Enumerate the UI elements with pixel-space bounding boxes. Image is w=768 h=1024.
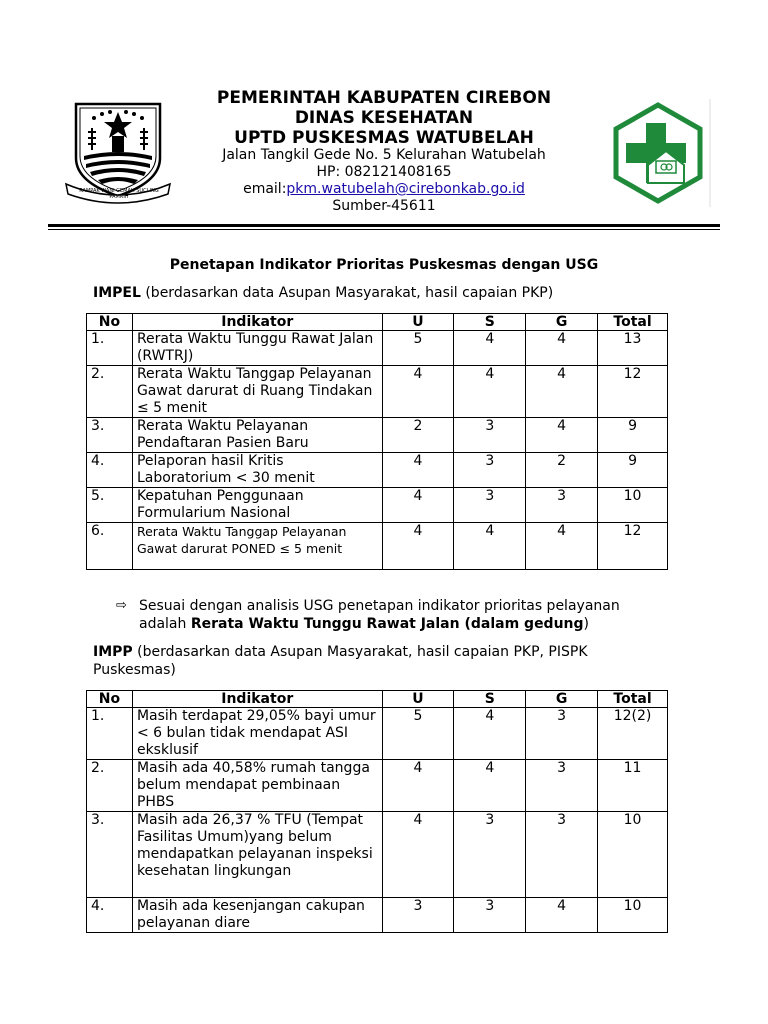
cell-total: 9 (598, 453, 668, 488)
cell-total: 10 (598, 812, 668, 898)
cell-s: 3 (454, 418, 526, 453)
cell-s: 4 (454, 760, 526, 812)
cell-s: 4 (454, 523, 526, 570)
cell-indikator: Masih ada 40,58% rumah tangga belum mendapat pembinaan PHBS (132, 760, 382, 812)
cell-indikator: Kepatuhan Penggunaan Formularium Nasional (132, 488, 382, 523)
table-row (87, 418, 668, 453)
cell-u: 4 (382, 453, 454, 488)
header-line1: PEMERINTAH KABUPATEN CIREBON (216, 88, 552, 108)
cell-indikator: Masih terdapat 29,05% bayi umur < 6 bulan tidak mendapat ASI eksklusif (132, 708, 382, 760)
impel-label: IMPEL (93, 285, 141, 301)
cell-no: 1. (87, 331, 133, 366)
header-address: Jalan Tangkil Gede No. 5 Kelurahan Watubelah (222, 147, 546, 163)
cell-g: 4 (526, 366, 598, 418)
cell-s: 3 (454, 812, 526, 898)
conclusion-suffix: ) (583, 616, 590, 632)
table-header-row (87, 314, 668, 331)
cell-u: 4 (382, 812, 454, 898)
table-row (87, 366, 668, 418)
cell-u: 4 (382, 523, 454, 570)
impp-description-cont: Puskesmas) (93, 662, 176, 678)
header-line3: UPTD PUSKESMAS WATUBELAH (234, 128, 534, 148)
cell-no: 2. (87, 366, 133, 418)
cell-no: 2. (87, 760, 133, 812)
conclusion-priority: Rerata Waktu Tunggu Rawat Jalan (dalam gedung (190, 616, 584, 632)
impel-heading (93, 285, 553, 302)
col-header-total: Total (598, 314, 668, 331)
cell-total: 12 (598, 366, 668, 418)
impp-label: IMPP (93, 644, 133, 660)
cell-no: 3. (87, 812, 133, 898)
cell-g: 2 (526, 453, 598, 488)
cell-s: 3 (454, 453, 526, 488)
cell-total: 12 (598, 523, 668, 570)
cell-u: 2 (382, 418, 454, 453)
cell-g: 3 (526, 760, 598, 812)
table-row (87, 812, 668, 898)
cell-total: 10 (598, 898, 668, 933)
header-line2: DINAS KESEHATAN (294, 108, 474, 128)
cell-g: 4 (526, 331, 598, 366)
cell-indikator: Masih ada 26,37 % TFU (Tempat Fasilitas Umum)yang belum mendapatkan pelayanan inspeksi kesehatan lingkungan (132, 812, 382, 898)
header-email-line (150, 181, 618, 198)
cell-indikator: Masih ada kesenjangan cakupan pelayanan diare (132, 898, 382, 933)
table-header-row (87, 691, 668, 708)
cell-g: 3 (526, 708, 598, 760)
cell-indikator: Rerata Waktu Tanggap Pelayanan Gawat darurat PONED ≤ 5 menit (132, 523, 382, 570)
cell-g: 3 (526, 488, 598, 523)
col-header-g: G (526, 314, 598, 331)
table-row (87, 523, 668, 570)
cell-no: 3. (87, 418, 133, 453)
cell-u: 4 (382, 760, 454, 812)
cell-no: 5. (87, 488, 133, 523)
impel-table (86, 313, 668, 570)
conclusion-line1: Sesuai dengan analisis USG penetapan indikator prioritas pelayanan (139, 598, 620, 614)
impp-table (86, 690, 668, 933)
table-row (87, 331, 668, 366)
table-row (87, 488, 668, 523)
col-header-no: No (87, 314, 133, 331)
arrow-bullet-icon: ⇨ (116, 598, 127, 613)
cell-no: 6. (87, 523, 133, 570)
cell-total: 11 (598, 760, 668, 812)
cell-u: 5 (382, 331, 454, 366)
conclusion-line2 (139, 616, 589, 633)
cell-indikator: Rerata Waktu Tunggu Rawat Jalan (RWTRJ) (132, 331, 382, 366)
header-postal: Sumber-45611 (332, 198, 436, 214)
cell-total: 13 (598, 331, 668, 366)
table-row (87, 453, 668, 488)
header-divider-thin (48, 229, 720, 230)
conclusion-prefix: adalah (139, 616, 191, 632)
puskesmas-logo (604, 99, 712, 207)
cell-s: 4 (454, 331, 526, 366)
cell-total: 10 (598, 488, 668, 523)
col-header-u: U (382, 314, 454, 331)
cell-s: 3 (454, 898, 526, 933)
cell-g: 3 (526, 812, 598, 898)
col-header-indikator: Indikator (132, 691, 382, 708)
table-row (87, 708, 668, 760)
header-phone: HP: 082121408165 (316, 164, 452, 180)
cell-u: 5 (382, 708, 454, 760)
cell-s: 4 (454, 366, 526, 418)
logo-banner-text: RAMPAK WANI GEMAH SUCI ING PAMRIH (79, 188, 159, 200)
cell-no: 1. (87, 708, 133, 760)
impp-heading (93, 644, 588, 661)
col-header-no: No (87, 691, 133, 708)
col-header-s: S (454, 691, 526, 708)
impel-description: (berdasarkan data Asupan Masyarakat, hasil capaian PKP) (140, 285, 554, 301)
cell-total: 12(2) (598, 708, 668, 760)
cell-total: 9 (598, 418, 668, 453)
cell-u: 3 (382, 898, 454, 933)
impp-description: (berdasarkan data Asupan Masyarakat, hasil capaian PKP, PISPK (132, 644, 588, 660)
email-link[interactable]: pkm.watubelah@cirebonkab.go.id (286, 181, 525, 197)
cell-s: 4 (454, 708, 526, 760)
header-divider-thick (48, 224, 720, 227)
col-header-g: G (526, 691, 598, 708)
cell-indikator: Rerata Waktu Tanggap Pelayanan Gawat darurat di Ruang Tindakan ≤ 5 menit (132, 366, 382, 418)
cell-no: 4. (87, 898, 133, 933)
col-header-total: Total (598, 691, 668, 708)
cell-u: 4 (382, 366, 454, 418)
col-header-indikator: Indikator (132, 314, 382, 331)
cell-g: 4 (526, 418, 598, 453)
cell-g: 4 (526, 523, 598, 570)
cell-no: 4. (87, 453, 133, 488)
cell-g: 4 (526, 898, 598, 933)
email-label: email: (243, 181, 287, 197)
document-title: Penetapan Indikator Prioritas Puskesmas dengan USG (169, 257, 599, 273)
cell-u: 4 (382, 488, 454, 523)
table-row (87, 898, 668, 933)
cell-s: 3 (454, 488, 526, 523)
col-header-s: S (454, 314, 526, 331)
cell-indikator: Rerata Waktu Pelayanan Pendaftaran Pasien Baru (132, 418, 382, 453)
col-header-u: U (382, 691, 454, 708)
table-row (87, 760, 668, 812)
cell-indikator: Pelaporan hasil Kritis Laboratorium < 30 menit (132, 453, 382, 488)
